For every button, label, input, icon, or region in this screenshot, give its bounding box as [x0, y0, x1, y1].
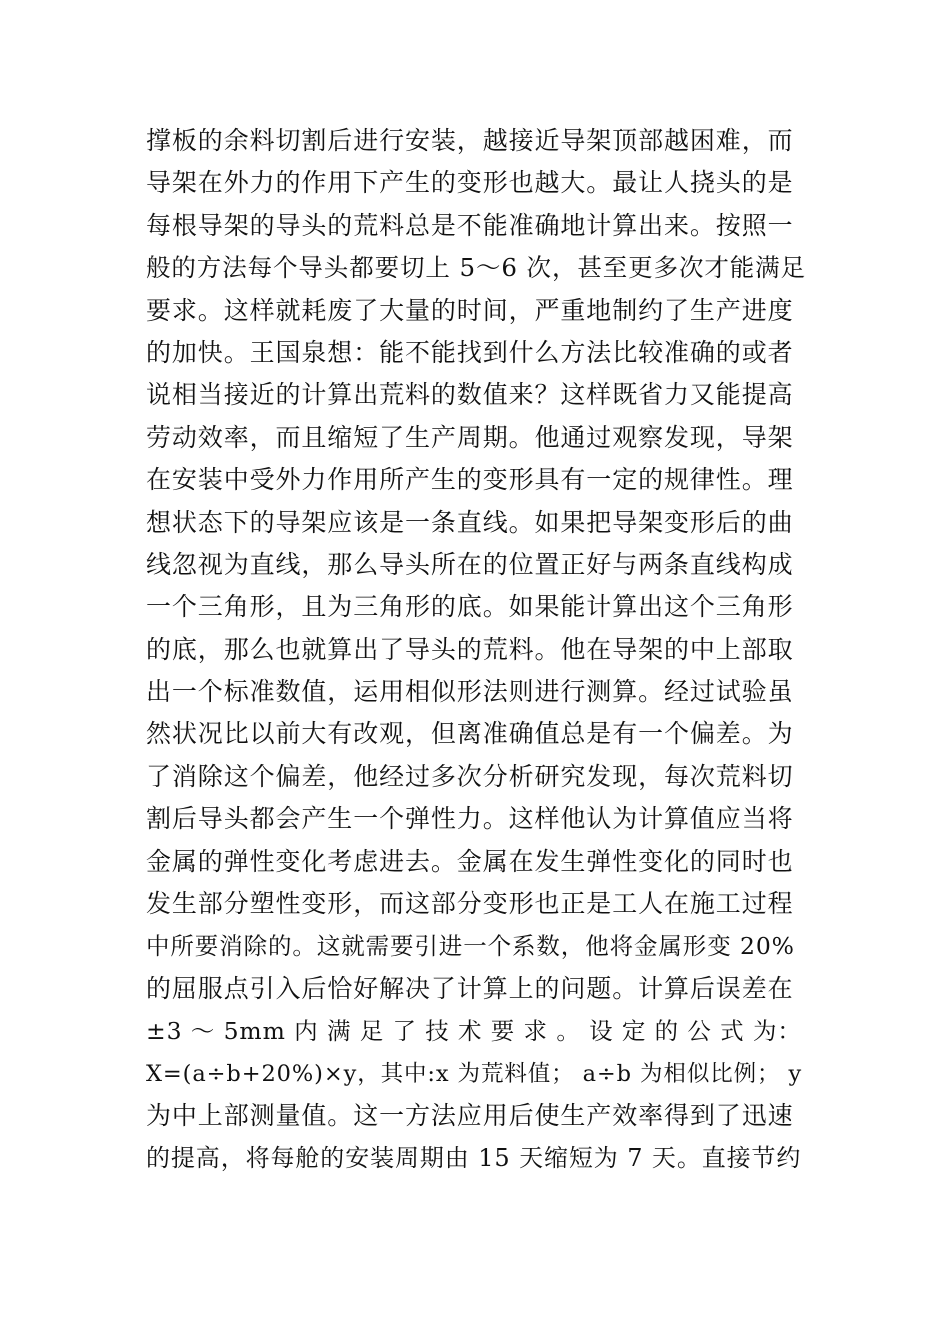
- text-line: 的加快。王国泉想：能不能找到什么方法比较准确的或者: [146, 337, 794, 367]
- text-line: 劳动效率，而且缩短了生产周期。他通过观察发现，导架: [146, 422, 794, 452]
- text-line: 线忽视为直线，那么导头所在的位置正好与两条直线构成: [146, 549, 794, 579]
- text-line: 出一个标准数值，运用相似形法则进行测算。经过试验虽: [146, 677, 794, 707]
- text-line: 的屈服点引入后恰好解决了计算上的问题。计算后误差在: [146, 973, 794, 1003]
- text-line: 金属的弹性变化考虑进去。金属在发生弹性变化的同时也: [146, 846, 794, 876]
- text-line: 每根导架的导头的荒料总是不能准确地计算出来。按照一: [146, 210, 794, 240]
- text-line: 要求。这样就耗废了大量的时间，严重地制约了生产进度: [146, 295, 794, 325]
- text-line: 一个三角形，且为三角形的底。如果能计算出这个三角形: [146, 592, 794, 622]
- text-line: 在安装中受外力作用所产生的变形具有一定的规律性。理: [146, 465, 794, 495]
- text-line: 了消除这个偏差，他经过多次分析研究发现，每次荒料切: [146, 761, 794, 791]
- text-line: 然状况比以前大有改观，但离准确值总是有一个偏差。为: [146, 719, 794, 749]
- text-line: 的底，那么也就算出了导头的荒料。他在导架的中上部取: [146, 634, 794, 664]
- text-line: 说相当接近的计算出荒料的数值来？这样既省力又能提高: [146, 380, 794, 410]
- body-paragraph: [146, 120, 806, 1180]
- text-line: 发生部分塑性变形，而这部分变形也正是工人在施工过程: [146, 889, 794, 919]
- text-line: 中所要消除的。这就需要引进一个系数，他将金属形变 20%: [146, 932, 795, 961]
- text-line: 的提高，将每舱的安装周期由 15 天缩短为 7 天。直接节约: [146, 1144, 802, 1173]
- text-line: 撑板的余料切割后进行安装，越接近导架顶部越困难，而: [146, 126, 794, 155]
- text-line: ±3 ～ 5mm 内 满 足 了 技 术 要 求 。 设 定 的 公 式 为：: [146, 1017, 802, 1046]
- text-line: 想状态下的导架应该是一条直线。如果把导架变形后的曲: [146, 507, 794, 537]
- text-line: 导架在外力的作用下产生的变形也越大。最让人挠头的是: [146, 168, 794, 198]
- text-line: 般的方法每个导头都要切上 5～6 次，甚至更多次才能满足: [146, 253, 806, 283]
- text-line: 为中上部测量值。这一方法应用后使生产效率得到了迅速: [146, 1100, 794, 1130]
- text-line: X=(a÷b+20%)×y，其中:x 为荒料值； a÷b 为相似比例； y: [146, 1060, 803, 1087]
- text-line: 割后导头都会产生一个弹性力。这样他认为计算值应当将: [146, 804, 794, 834]
